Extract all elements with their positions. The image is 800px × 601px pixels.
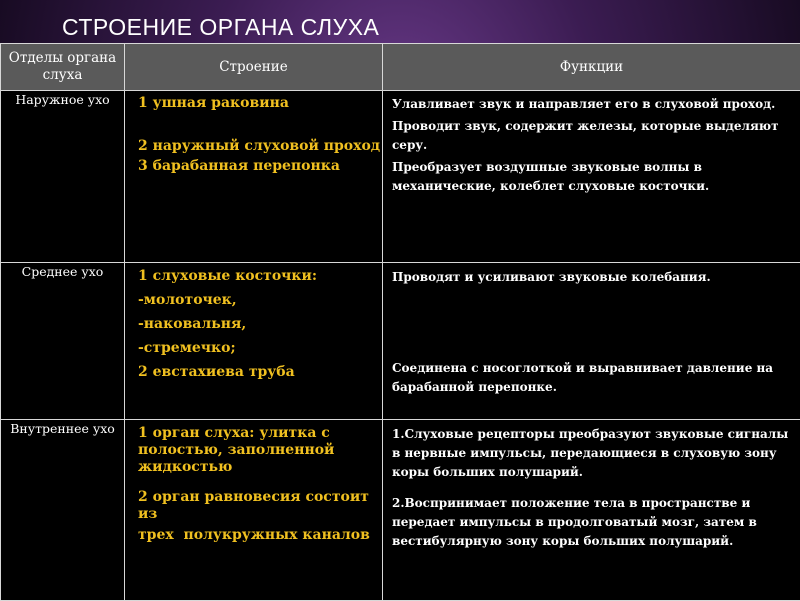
structure-cell <box>125 263 383 420</box>
function-item: Соединена с носоглоткой и выравнивает давление на барабанной перепонке. <box>392 359 800 397</box>
hearing-organ-table <box>0 43 800 601</box>
structure-item: 2 орган равновесия состоит из <box>138 489 382 523</box>
structure-item: 2 наружный слуховой проход <box>138 138 382 155</box>
structure-cell <box>125 420 383 601</box>
structure-item: 3 барабанная перепонка <box>138 158 382 175</box>
function-item: Преобразует воздушные звуковые волны в механические, колеблет слуховые косточки. <box>392 158 800 196</box>
structure-item: -стремечко; <box>138 340 382 357</box>
function-item: Проводят и усиливают звуковые колебания. <box>392 268 800 287</box>
structure-item: 1 орган слуха: улитка с полостью, заполненной жидкостью <box>138 425 382 476</box>
structure-item: 1 слуховые косточки: <box>138 268 382 285</box>
function-item: Улавливает звук и направляет его в слуховой проход. <box>392 95 800 114</box>
structure-cell <box>125 91 383 263</box>
table-header-row <box>1 44 800 91</box>
header-structure: Строение <box>125 44 383 91</box>
header-functions: Функции <box>383 44 800 91</box>
structure-item: 2 евстахиева труба <box>138 364 382 381</box>
function-item: Проводит звук, содержит железы, которые выделяют серу. <box>392 117 800 155</box>
table-row <box>1 91 800 263</box>
function-item: 2.Воспринимает положение тела в пространстве и передает импульсы в продолговатый мозг, затем в вестибулярную зону коры больших полушарий. <box>392 494 800 551</box>
department-cell: Внутреннее ухо <box>1 420 125 601</box>
functions-cell <box>383 91 800 263</box>
function-item: 1.Слуховые рецепторы преобразуют звуковые сигналы в нервные импульсы, передающиеся в слуховую зону коры больших полушарий. <box>392 425 800 482</box>
structure-item: -молоточек, <box>138 292 382 309</box>
structure-item: трех полукружных каналов <box>138 527 382 544</box>
department-cell: Наружное ухо <box>1 91 125 263</box>
slide-title: СТРОЕНИЕ ОРГАНА СЛУХА <box>62 14 379 41</box>
structure-item: 1 ушная раковина <box>138 95 382 112</box>
department-cell: Среднее ухо <box>1 263 125 420</box>
structure-item: -наковальня, <box>138 316 382 333</box>
table-row <box>1 263 800 420</box>
header-departments: Отделы органа слуха <box>1 44 125 91</box>
functions-cell <box>383 263 800 420</box>
functions-cell <box>383 420 800 601</box>
table-row <box>1 420 800 601</box>
